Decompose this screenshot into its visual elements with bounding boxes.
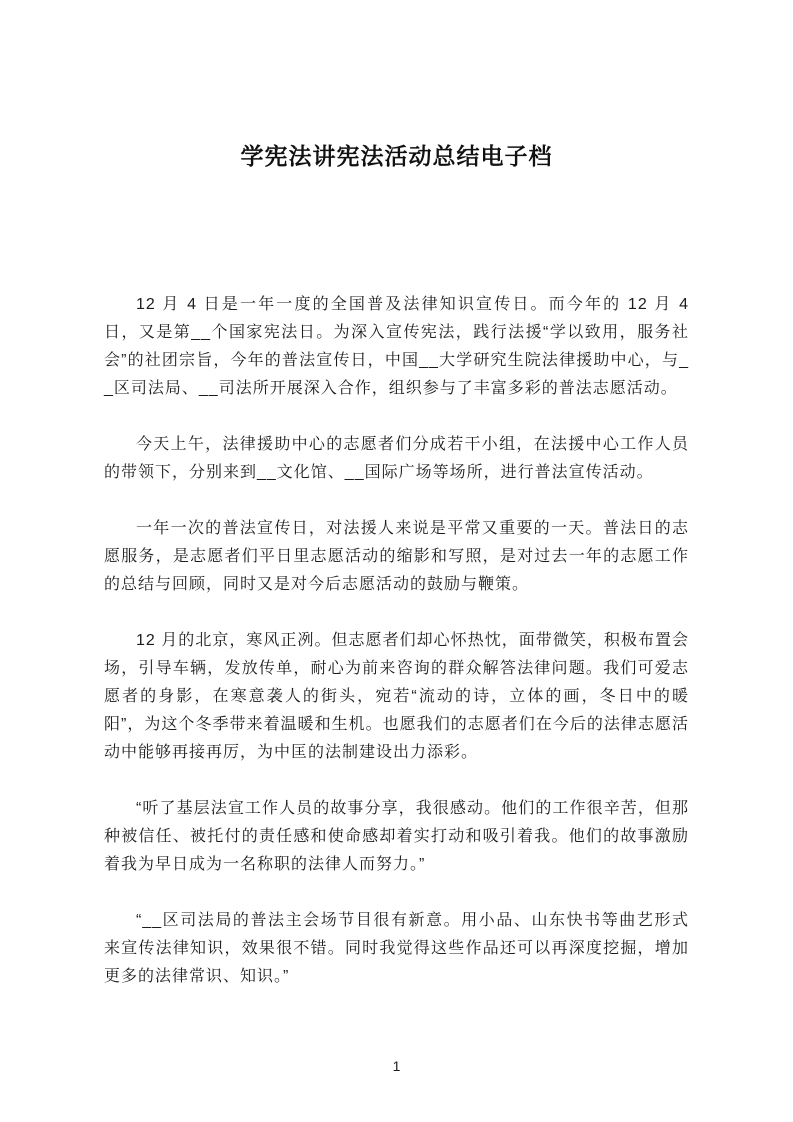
document-body (104, 291, 689, 991)
paragraph: 今天上午，法律援助中心的志愿者们分成若干小组，在法援中心工作人员的带领下，分别来到__文化馆、__国际广场等场所，进行普法宣传活动。 (104, 436, 689, 481)
paragraph: 12 月的北京，寒风正冽。但志愿者们却心怀热忱，面带微笑，积极布置会场，引导车辆，发放传单，耐心为前来咨询的群众解答法律问题。我们可爱志愿者的身影，在寒意袭人的街头，宛若“流动的诗，立体的画，冬日中的暖阳”，为这个冬季带来着温暖和生机。也愿我们的志愿者们在今后的法律志愿活动中能够再接再厉，为中匡的法制建设出力添彩。 (104, 632, 689, 761)
paragraph: 一年一次的普法宣传日，对法援人来说是平常又重要的一天。普法日的志愿服务，是志愿者们平日里志愿活动的缩影和写照，是对过去一年的志愿工作的总结与回顾，同时又是对今后志愿活动的鼓励与鞭策。 (104, 520, 689, 593)
page-number: 1 (392, 1058, 401, 1074)
paragraph: “__区司法局的普法主会场节目很有新意。用小品、山东快书等曲艺形式来宣传法律知识，效果很不错。同时我觉得这些作品还可以再深度挖掘，增加更多的法律常识、知识。” (104, 912, 689, 985)
paragraph: “听了基层法宣工作人员的故事分享，我很感动。他们的工作很辛苦，但那种被信任、被托付的责任感和使命感却着实打动和吸引着我。他们的故事激励着我为早日成为一名称职的法律人而努力。” (104, 800, 689, 873)
paragraph: 12 月 4 日是一年一度的全国普及法律知识宣传日。而今年的 12 月 4 日，又是第__个国家宪法日。为深入宣传宪法，践行法援“学以致用，服务社会”的社团宗旨，今年的普法宣传日，中国__大学研究生院法律援助中心，与__区司法局、__司法所开展深入合作，组织参与了丰富多彩的普法志愿活动。 (104, 296, 689, 397)
document-title: 学宪法讲宪法活动总结电子档 (240, 143, 553, 169)
